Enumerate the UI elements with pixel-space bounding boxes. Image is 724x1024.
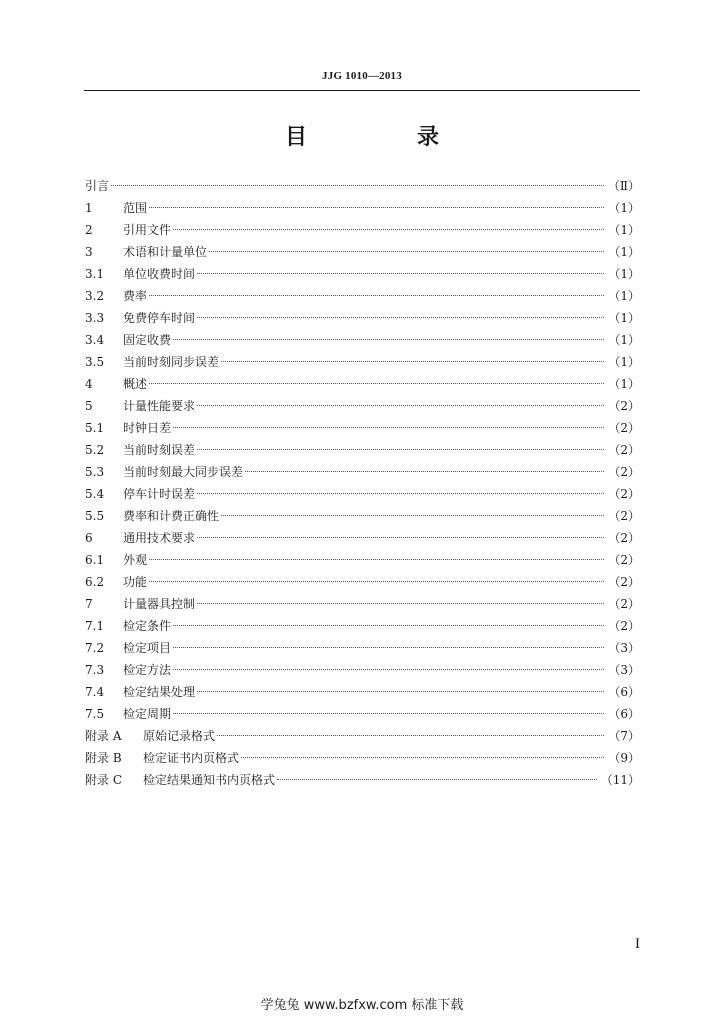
toc-entry-label: 免费停车时间: [123, 311, 196, 325]
toc-dot-leader: [149, 207, 604, 208]
toc-dot-leader: [209, 251, 604, 252]
toc-entry-page: （1）: [608, 289, 640, 303]
toc-dot-leader: [173, 713, 604, 714]
header-divider: [84, 90, 640, 91]
toc-entry-number: 3.2: [85, 289, 105, 303]
toc-entry-label: 计量性能要求: [123, 399, 196, 413]
toc-entry[interactable]: [85, 395, 640, 417]
toc-entry-label: 费率: [123, 289, 148, 303]
toc-entry[interactable]: [85, 417, 640, 439]
toc-dot-leader: [111, 185, 604, 186]
toc-entry-number: 附录 A: [85, 729, 122, 743]
toc-dot-leader: [197, 449, 604, 450]
toc-entry-label: 术语和计量单位: [123, 245, 208, 259]
toc-dot-leader: [173, 647, 604, 648]
toc-entry-label: 检定项目: [123, 641, 172, 655]
toc-entry-page: （2）: [608, 465, 640, 479]
toc-entry-number: 6.1: [85, 553, 105, 567]
toc-entry-label: 概述: [123, 377, 148, 391]
toc-entry-page: （2）: [608, 531, 640, 545]
toc-entry-number: 3.4: [85, 333, 105, 347]
toc-entry[interactable]: [85, 637, 640, 659]
toc-dot-leader: [245, 471, 604, 472]
toc-entry-number: 附录 B: [85, 751, 122, 765]
toc-dot-leader: [197, 273, 604, 274]
toc-entry[interactable]: [85, 703, 640, 725]
toc-entry-page: （Ⅱ）: [607, 179, 640, 193]
toc-entry[interactable]: [85, 527, 640, 549]
toc-entry[interactable]: [85, 219, 640, 241]
toc-dot-leader: [173, 625, 604, 626]
toc-entry-number: 3.1: [85, 267, 105, 281]
toc-entry[interactable]: [85, 307, 640, 329]
toc-entry[interactable]: [85, 373, 640, 395]
footer-watermark: 学兔兔 www.bzfxw.com 标准下载: [260, 998, 464, 1013]
toc-entry-label: 原始记录格式: [143, 729, 216, 743]
toc-entry-number: 5.4: [85, 487, 105, 501]
toc-entry-page: （1）: [608, 311, 640, 325]
toc-entry[interactable]: [85, 593, 640, 615]
toc-dot-leader: [173, 669, 604, 670]
toc-dot-leader: [277, 779, 597, 780]
toc-entry-label: 检定结果通知书内页格式: [143, 773, 276, 787]
toc-entry-page: （1）: [608, 355, 640, 369]
toc-entry[interactable]: [85, 549, 640, 571]
toc-entry-page: （2）: [608, 421, 640, 435]
toc-entry[interactable]: [85, 681, 640, 703]
toc-entry[interactable]: [85, 197, 640, 219]
toc-dot-leader: [197, 537, 604, 538]
toc-dot-leader: [197, 317, 604, 318]
toc-entry-page: （3）: [608, 641, 640, 655]
page-title: 目 录: [284, 125, 483, 150]
toc-entry-number: 7.1: [85, 619, 105, 633]
toc-entry-page: （2）: [608, 597, 640, 611]
toc-entry[interactable]: [85, 175, 640, 197]
toc-dot-leader: [149, 581, 604, 582]
toc-entry-label: 引用文件: [123, 223, 172, 237]
toc-entry[interactable]: [85, 769, 640, 791]
toc-dot-leader: [149, 559, 604, 560]
toc-dot-leader: [217, 735, 604, 736]
toc-entry-label: 检定条件: [123, 619, 172, 633]
toc-dot-leader: [197, 493, 604, 494]
toc-entry-label: 通用技术要求: [123, 531, 196, 545]
toc-entry-number: 5: [85, 399, 93, 413]
toc-dot-leader: [173, 339, 604, 340]
toc-entry-label: 固定收费: [123, 333, 172, 347]
toc-entry[interactable]: [85, 615, 640, 637]
toc-entry-label: 范围: [123, 201, 148, 215]
toc-entry[interactable]: [85, 285, 640, 307]
page-number: I: [635, 936, 640, 952]
toc-entry[interactable]: [85, 659, 640, 681]
toc-dot-leader: [173, 427, 604, 428]
toc-entry-page: （1）: [608, 333, 640, 347]
toc-entry-page: （1）: [608, 245, 640, 259]
toc-entry-number: 5.5: [85, 509, 105, 523]
toc-entry-page: （6）: [608, 707, 640, 721]
table-of-contents: [85, 175, 640, 791]
toc-entry-label: 功能: [123, 575, 148, 589]
toc-entry[interactable]: [85, 725, 640, 747]
toc-entry-number: 6: [85, 531, 93, 545]
toc-entry-label: 检定周期: [123, 707, 172, 721]
toc-entry-label: 当前时刻最大同步误差: [123, 465, 244, 479]
toc-entry-page: （2）: [608, 443, 640, 457]
toc-entry-number: 7.3: [85, 663, 105, 677]
toc-entry-label: 当前时刻同步误差: [123, 355, 220, 369]
toc-entry-number: 7.5: [85, 707, 105, 721]
toc-entry-label: 计量器具控制: [123, 597, 196, 611]
toc-entry-page: （2）: [608, 575, 640, 589]
toc-entry-number: 5.2: [85, 443, 105, 457]
toc-entry[interactable]: [85, 571, 640, 593]
toc-entry-page: （1）: [608, 223, 640, 237]
toc-entry-number: 3: [85, 245, 93, 259]
toc-entry[interactable]: [85, 263, 640, 285]
toc-entry[interactable]: [85, 241, 640, 263]
standard-code: JJG 1010—2013: [322, 70, 402, 82]
toc-entry-page: （1）: [608, 267, 640, 281]
toc-entry-page: （1）: [608, 377, 640, 391]
toc-dot-leader: [149, 383, 604, 384]
toc-entry-number: 7.2: [85, 641, 105, 655]
toc-entry[interactable]: [85, 483, 640, 505]
toc-entry-label: 外观: [123, 553, 148, 567]
toc-dot-leader: [221, 515, 604, 516]
toc-entry-label: 费率和计费正确性: [123, 509, 220, 523]
toc-entry-page: （2）: [608, 619, 640, 633]
toc-entry-label: 当前时刻误差: [123, 443, 196, 457]
toc-entry-number: 7.4: [85, 685, 105, 699]
toc-entry-page: （9）: [608, 751, 640, 765]
toc-entry-label: 检定证书内页格式: [143, 751, 240, 765]
toc-dot-leader: [197, 691, 604, 692]
toc-entry-number: 7: [85, 597, 93, 611]
toc-entry[interactable]: [85, 439, 640, 461]
toc-entry-label: 检定方法: [123, 663, 172, 677]
toc-entry-page: （11）: [600, 773, 640, 787]
toc-entry-number: 5.1: [85, 421, 105, 435]
toc-entry-label: 时钟日差: [123, 421, 172, 435]
toc-entry-number: 5.3: [85, 465, 105, 479]
toc-entry-page: （2）: [608, 553, 640, 567]
toc-entry-page: （7）: [608, 729, 640, 743]
toc-entry-number: 4: [85, 377, 93, 391]
toc-entry-number: 2: [85, 223, 93, 237]
toc-entry-page: （2）: [608, 509, 640, 523]
toc-dot-leader: [241, 757, 604, 758]
toc-dot-leader: [197, 603, 604, 604]
toc-entry-page: （1）: [608, 201, 640, 215]
toc-entry[interactable]: [85, 505, 640, 527]
toc-dot-leader: [197, 405, 604, 406]
toc-entry-number: 3.3: [85, 311, 105, 325]
toc-entry[interactable]: [85, 461, 640, 483]
toc-entry-number: 附录 C: [85, 773, 122, 787]
toc-entry-label: 停车计时误差: [123, 487, 196, 501]
toc-entry[interactable]: [85, 351, 640, 373]
toc-entry-page: （3）: [608, 663, 640, 677]
toc-entry-label: 检定结果处理: [123, 685, 196, 699]
toc-entry-page: （2）: [608, 399, 640, 413]
toc-entry-number: 3.5: [85, 355, 105, 369]
toc-entry-page: （2）: [608, 487, 640, 501]
toc-dot-leader: [221, 361, 604, 362]
toc-entry-label: 引言: [85, 179, 110, 193]
toc-entry-label: 单位收费时间: [123, 267, 196, 281]
toc-entry-number: 1: [85, 201, 93, 215]
toc-dot-leader: [173, 229, 604, 230]
toc-entry[interactable]: [85, 747, 640, 769]
toc-entry[interactable]: [85, 329, 640, 351]
toc-dot-leader: [149, 295, 604, 296]
toc-entry-page: （6）: [608, 685, 640, 699]
toc-entry-number: 6.2: [85, 575, 105, 589]
